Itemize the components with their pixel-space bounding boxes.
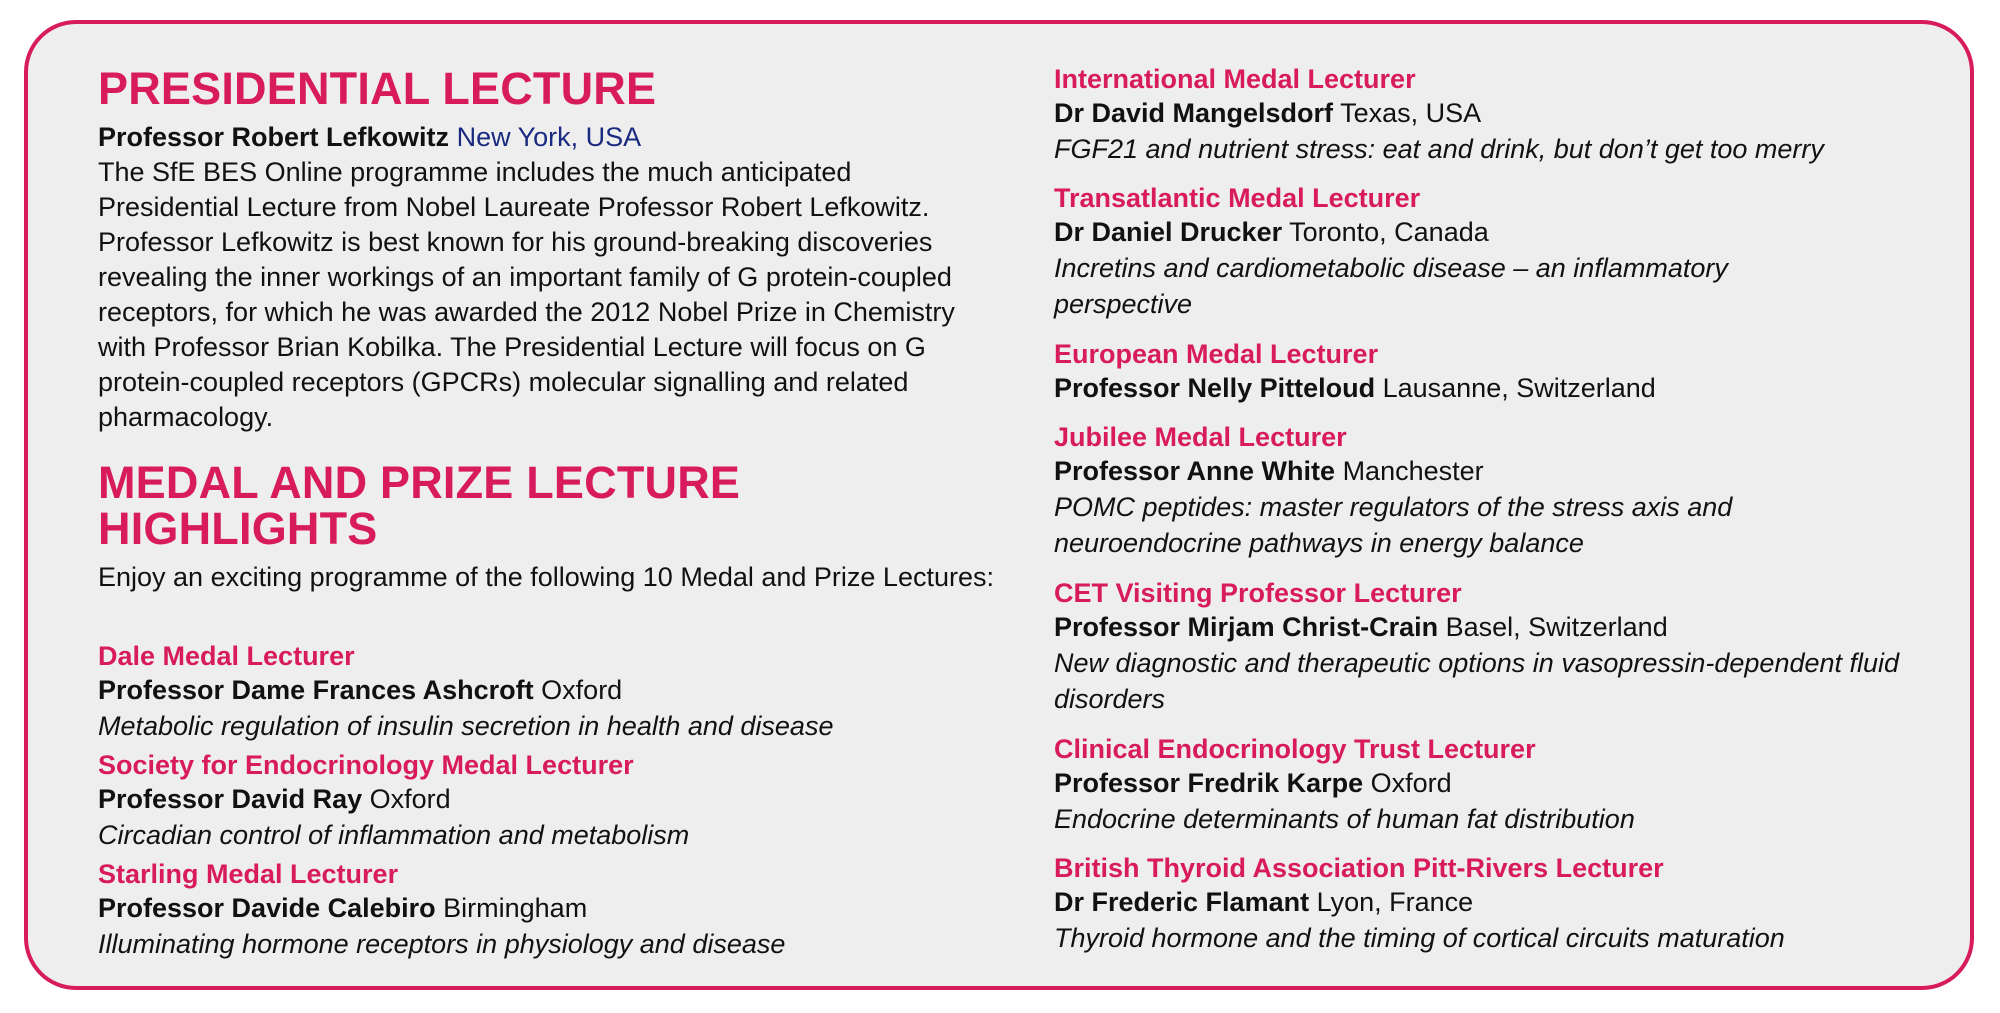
lecture-item (98, 857, 1008, 962)
speaker-name: Professor Fredrik Karpe (1054, 768, 1364, 798)
award-title: CET Visiting Professor Lecturer (1054, 578, 1462, 608)
award-title: Starling Medal Lecturer (98, 859, 399, 889)
lecture-item (98, 748, 1008, 853)
speaker-location: Texas, USA (1340, 98, 1482, 128)
presidential-speaker-line (98, 120, 1008, 155)
highlights-heading-line2: HIGHLIGHTS (98, 503, 378, 554)
award-title: Clinical Endocrinology Trust Lecturer (1054, 734, 1536, 764)
lecture-item (1054, 420, 1974, 561)
content-panel (24, 20, 1974, 990)
lecture-item (98, 639, 1008, 744)
speaker-name: Dr David Mangelsdorf (1054, 98, 1334, 128)
lecture-title: Circadian control of inflammation and metabolism (98, 820, 690, 850)
lecture-title: Thyroid hormone and the timing of cortical circuits maturation (1054, 923, 1785, 953)
presidential-description: The SfE BES Online programme includes the much anticipated Presidential Lecture from Nobel Laureate Professor Robert Lefkowitz. Professor Lefkowitz is best known for his ground-breaking discoveries revealing the inner workings of an important family of G protein-coupled receptors, for which he was awarded the 2012 Nobel Prize in Chemistry with Professor Brian Kobilka. The Presidential Lecture will focus on G protein-coupled receptors (GPCRs) molecular signalling and related pharmacology. (98, 157, 955, 432)
speaker-location: New York, USA (456, 122, 642, 152)
lecture-item (1054, 181, 1974, 322)
lecture-title: FGF21 and nutrient stress: eat and drink, but don’t get too merry (1054, 134, 1824, 164)
lecture-item (1054, 576, 1974, 717)
lecture-item (1054, 62, 1974, 167)
lecture-title: Endocrine determinants of human fat distribution (1054, 804, 1635, 834)
lecture-title: Incretins and cardiometabolic disease – an inflammatory perspective (1054, 253, 1728, 319)
lecture-item (1054, 851, 1974, 956)
award-title: International Medal Lecturer (1054, 64, 1416, 94)
speaker-location: Oxford (541, 675, 623, 705)
speaker-location: Lausanne, Switzerland (1382, 373, 1656, 403)
speaker-location: Birmingham (443, 893, 588, 923)
speaker-name: Professor Davide Calebiro (98, 893, 436, 923)
lecture-title: Illuminating hormone receptors in physiology and disease (98, 929, 786, 959)
award-title: European Medal Lecturer (1054, 339, 1379, 369)
award-title: Jubilee Medal Lecturer (1054, 422, 1347, 452)
speaker-location: Oxford (369, 784, 451, 814)
highlights-heading-line1: MEDAL AND PRIZE LECTURE (98, 457, 741, 508)
speaker-name: Professor Nelly Pitteloud (1054, 373, 1376, 403)
lecture-title: New diagnostic and therapeutic options in vasopressin-dependent fluid disorders (1054, 648, 1900, 714)
speaker-location: Oxford (1370, 768, 1452, 798)
award-title: Transatlantic Medal Lecturer (1054, 183, 1421, 213)
speaker-name: Dr Daniel Drucker (1054, 217, 1283, 247)
speaker-name: Professor Dame Frances Ashcroft (98, 675, 534, 705)
speaker-name: Dr Frederic Flamant (1054, 887, 1310, 917)
speaker-location: Basel, Switzerland (1445, 612, 1668, 642)
award-title: British Thyroid Association Pitt-Rivers Lecturer (1054, 853, 1664, 883)
speaker-name: Professor Robert Lefkowitz (98, 122, 450, 152)
speaker-name: Professor David Ray (98, 784, 363, 814)
lecture-item (1054, 732, 1974, 837)
lecture-title: Metabolic regulation of insulin secretion in health and disease (98, 711, 834, 741)
speaker-name: Professor Anne White (1054, 456, 1336, 486)
speaker-location: Toronto, Canada (1289, 217, 1489, 247)
lecture-title: POMC peptides: master regulators of the stress axis and neuroendocrine pathways in energy balance (1054, 492, 1733, 558)
highlights-heading (98, 457, 1008, 554)
speaker-location: Lyon, France (1316, 887, 1474, 917)
award-title: Society for Endocrinology Medal Lecturer (98, 750, 634, 780)
speaker-location: Manchester (1342, 456, 1484, 486)
lecture-item (1054, 337, 1974, 406)
highlights-intro: Enjoy an exciting programme of the following 10 Medal and Prize Lectures: (98, 562, 994, 592)
award-title: Dale Medal Lecturer (98, 641, 355, 671)
presidential-heading: PRESIDENTIAL LECTURE (98, 63, 657, 114)
speaker-name: Professor Mirjam Christ-Crain (1054, 612, 1439, 642)
